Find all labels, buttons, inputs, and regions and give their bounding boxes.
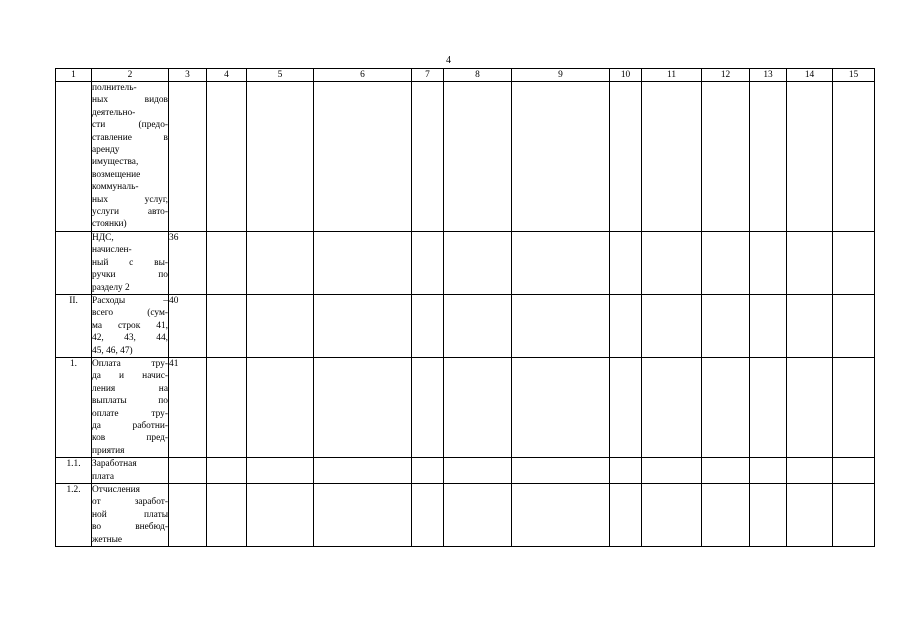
empty-cell [444, 484, 512, 547]
empty-cell [610, 357, 642, 457]
empty-cell [512, 458, 610, 484]
row-number: 1.1. [56, 458, 92, 484]
empty-cell [207, 82, 247, 232]
empty-cell [833, 357, 875, 457]
empty-cell [833, 294, 875, 357]
row-label-line: услуги авто- [92, 207, 168, 218]
table-row [56, 458, 875, 484]
empty-cell [412, 484, 444, 547]
empty-cell [787, 231, 833, 294]
row-label-line: аренду [92, 145, 120, 156]
row-label-line: ной платы [92, 509, 168, 520]
row-label-line: да и начис- [92, 371, 168, 382]
empty-cell [642, 82, 702, 232]
column-header-1: 1 [56, 69, 92, 82]
empty-cell [833, 82, 875, 232]
empty-cell [610, 231, 642, 294]
row-label-line: да работни- [92, 420, 168, 431]
empty-cell [444, 294, 512, 357]
empty-cell [750, 231, 787, 294]
empty-cell [702, 484, 750, 547]
row-label-line: ный с вы- [92, 257, 168, 268]
column-header-14: 14 [787, 69, 833, 82]
column-header-8: 8 [444, 69, 512, 82]
column-header-6: 6 [314, 69, 412, 82]
row-number: II. [56, 294, 92, 357]
empty-cell [787, 458, 833, 484]
row-label-line: сти (предо- [92, 120, 168, 131]
row-code [169, 458, 207, 484]
table-row [56, 357, 875, 457]
empty-cell [412, 231, 444, 294]
table-body [56, 82, 875, 547]
column-header-3: 3 [169, 69, 207, 82]
row-label-line: всего (сум- [92, 308, 168, 319]
empty-cell [642, 357, 702, 457]
empty-cell [207, 357, 247, 457]
row-label-line: выплаты по [92, 396, 168, 407]
empty-cell [314, 294, 412, 357]
empty-cell [702, 458, 750, 484]
empty-cell [610, 484, 642, 547]
empty-cell [512, 357, 610, 457]
column-header-2: 2 [92, 69, 169, 82]
empty-cell [750, 458, 787, 484]
empty-cell [787, 357, 833, 457]
row-label-line: возмещение [92, 169, 141, 180]
row-label-line: начислен- [92, 245, 132, 256]
row-label-line: оплате тру- [92, 408, 168, 419]
row-label-line: имущества, [92, 157, 139, 168]
empty-cell [314, 458, 412, 484]
empty-cell [444, 82, 512, 232]
empty-cell [610, 458, 642, 484]
table-row [56, 231, 875, 294]
table-row [56, 82, 875, 232]
empty-cell [750, 484, 787, 547]
row-number [56, 82, 92, 232]
empty-cell [833, 484, 875, 547]
empty-cell [787, 484, 833, 547]
empty-cell [750, 357, 787, 457]
row-number: 1.2. [56, 484, 92, 547]
row-label [92, 484, 169, 547]
row-label-line: полнитель- [92, 83, 137, 93]
row-number: 1. [56, 357, 92, 457]
empty-cell [314, 82, 412, 232]
row-label-line: ных услуг, [92, 194, 168, 205]
empty-cell [787, 82, 833, 232]
row-label-line: 45, 46, 47) [92, 345, 133, 356]
row-label [92, 294, 169, 357]
empty-cell [314, 231, 412, 294]
row-label-line: НДС, [92, 232, 114, 243]
empty-cell [610, 294, 642, 357]
row-label [92, 458, 169, 484]
row-code [169, 82, 207, 232]
empty-cell [512, 294, 610, 357]
column-header-7: 7 [412, 69, 444, 82]
empty-cell [247, 82, 314, 232]
empty-cell [412, 357, 444, 457]
empty-cell [642, 231, 702, 294]
empty-cell [512, 231, 610, 294]
row-label [92, 231, 169, 294]
row-label-line: Отчисления [92, 485, 140, 495]
row-label-line: коммуналь- [92, 182, 139, 193]
column-header-11: 11 [642, 69, 702, 82]
empty-cell [247, 458, 314, 484]
empty-cell [207, 294, 247, 357]
empty-cell [702, 294, 750, 357]
row-label-line: приятия [92, 445, 125, 456]
empty-cell [833, 458, 875, 484]
empty-cell [750, 294, 787, 357]
row-label-line: стоянки) [92, 219, 127, 230]
row-label-line: ручки по [92, 270, 168, 281]
empty-cell [207, 484, 247, 547]
row-label-line: деятельно- [92, 107, 136, 118]
row-number [56, 231, 92, 294]
empty-cell [702, 82, 750, 232]
row-code: 36 [169, 231, 207, 294]
empty-cell [412, 294, 444, 357]
empty-cell [702, 231, 750, 294]
empty-cell [610, 82, 642, 232]
row-code: 40 [169, 294, 207, 357]
empty-cell [412, 458, 444, 484]
empty-cell [314, 357, 412, 457]
row-label-line: ставление в [92, 132, 168, 143]
empty-cell [207, 231, 247, 294]
row-label-line: Заработная [92, 459, 137, 470]
row-label-line: Оплата тру- [92, 358, 168, 369]
column-header-13: 13 [750, 69, 787, 82]
page-number: 4 [446, 55, 451, 66]
empty-cell [247, 484, 314, 547]
empty-cell [247, 294, 314, 357]
empty-cell [207, 458, 247, 484]
budget-table [55, 68, 875, 547]
empty-cell [512, 82, 610, 232]
column-number-header [56, 69, 875, 82]
column-header-4: 4 [207, 69, 247, 82]
row-label-line: жетные [92, 534, 123, 545]
column-header-10: 10 [610, 69, 642, 82]
empty-cell [702, 357, 750, 457]
empty-cell [642, 484, 702, 547]
row-label-line: во внебюд- [92, 522, 168, 533]
row-label-line: 42, 43, 44, [92, 333, 168, 344]
row-label [92, 357, 169, 457]
empty-cell [833, 231, 875, 294]
empty-cell [787, 294, 833, 357]
empty-cell [750, 82, 787, 232]
column-header-9: 9 [512, 69, 610, 82]
row-label [92, 82, 169, 232]
row-label-line: плата [92, 471, 114, 482]
empty-cell [642, 294, 702, 357]
row-code: 41 [169, 357, 207, 457]
row-label-line: ма строк 41, [92, 320, 168, 331]
row-label-line: разделу 2 [92, 282, 130, 293]
empty-cell [444, 357, 512, 457]
empty-cell [247, 357, 314, 457]
row-label-line: ков пред- [92, 433, 168, 444]
empty-cell [314, 484, 412, 547]
empty-cell [512, 484, 610, 547]
empty-cell [412, 82, 444, 232]
empty-cell [247, 231, 314, 294]
table-row [56, 294, 875, 357]
empty-cell [444, 231, 512, 294]
row-label-line: ных видов [92, 95, 168, 106]
column-header-5: 5 [247, 69, 314, 82]
row-label-line: ления на [92, 383, 168, 394]
empty-cell [642, 458, 702, 484]
row-code [169, 484, 207, 547]
column-header-12: 12 [702, 69, 750, 82]
column-header-15: 15 [833, 69, 875, 82]
empty-cell [444, 458, 512, 484]
row-label-line: от заработ- [92, 497, 168, 508]
row-label-line: Расходы – [92, 295, 168, 306]
table-row [56, 484, 875, 547]
